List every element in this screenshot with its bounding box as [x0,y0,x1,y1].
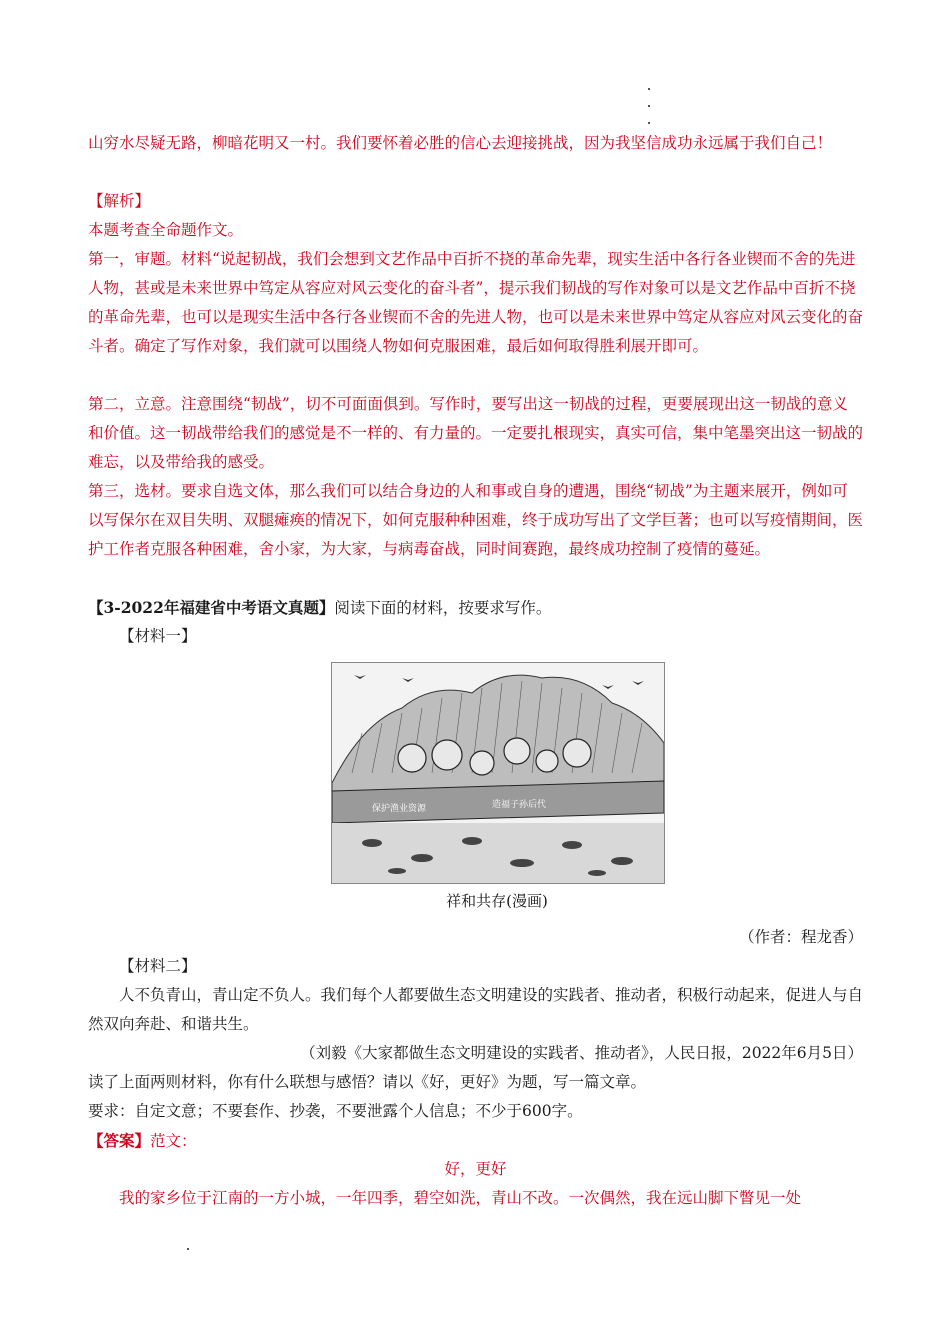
scan-dot [648,88,650,90]
cartoon-image [331,662,665,884]
cartoon-caption: 祥和共存(漫画) [446,892,548,910]
answer-label: 【答案】 [88,1131,151,1150]
sign-left-text: 保护渔业资源 [372,803,427,813]
question-heading [88,593,863,623]
analysis-point-3: 第三，选材。要求自选文体，那么我们可以结合身边的人和事或自身的遭遇，围绕“韧战”为主题来展开，例如可以写保尔在双目失明、双腿瘫痪的情况下，如何克服种种困难，终于成功写出了文学巨著；也可以写疫情期间，医护工作者克服各种困难，舍小家，为大家，与病毒奋战，同时间赛跑，最终成功控制了疫情的蔓延。 [88,482,864,558]
analysis-label: 【解析】 [88,192,151,210]
essay-ending: 山穷水尽疑无路，柳暗花明又一村。我们要怀着必胜的信心去迎接挑战，因为我坚信成功永远属于我们自己！ [88,134,833,152]
essay-title: 好，更好 [444,1160,507,1178]
answer-heading [88,1126,863,1156]
analysis-intro: 本题考查全命题作文。 [88,221,244,239]
material-2-source: （刘毅《大家都做生态文明建设的实践者、推动者》，人民日报，2022年6月5日） [300,1044,863,1062]
cartoon-author: （作者：程龙香） [738,928,863,946]
sign-right-text: 造福子孙后代 [492,799,547,809]
scan-dot [187,1248,189,1250]
analysis-point-2: 第二，立意。注意围绕“韧战”，切不可面面俱到。写作时，要写出这一韧战的过程，更要展现出这一韧战的意义和价值。这一韧战带给我们的感觉是不一样的、有力量的。一定要扎根现实，真实可信，集中笔墨突出这一韧战的难忘，以及带给我的感受。 [88,395,864,471]
writing-prompt: 读了上面两则材料，你有什么联想与感悟？请以《好，更好》为题，写一篇文章。 [88,1073,647,1091]
analysis-point-1: 第一，审题。材料“说起韧战，我们会想到文艺作品中百折不挠的革命先辈，现实生活中各行各业锲而不舍的先进人物，甚或是未来世界中笃定从容应对风云变化的奋斗者”，提示我们韧战的写作对象可以是文艺作品中百折不挠的革命先辈，也可以是现实生活中各行各业锲而不舍的先进人物，也可以是未来世界中笃定从容应对风云变化的奋斗者。确定了写作对象，我们就可以围绕人物如何克服困难，最后如何取得胜利展开即可。 [88,250,864,355]
material-2-text: 人不负青山，青山定不负人。我们每个人都要做生态文明建设的实践者、推动者，积极行动起来，促进人与自然双向奔赴、和谐共生。 [88,986,864,1033]
essay-paragraph-1: 我的家乡位于江南的一方小城，一年四季，碧空如洗，青山不改。一次偶然，我在远山脚下瞥见一处 [119,1189,802,1207]
scan-dot [648,105,650,107]
material-2-label: 【材料二】 [119,957,197,975]
answer-prefix: 范文： [150,1132,197,1150]
writing-requirement: 要求：自定文意；不要套作、抄袭，不要泄露个人信息；不少于600字。 [88,1102,583,1120]
cartoon-illustration [332,663,664,883]
scan-dot [648,122,650,124]
material-1-label: 【材料一】 [119,627,197,645]
question-text: 阅读下面的材料，按要求写作。 [334,599,552,617]
question-label: 【3-2022年福建省中考语文真题】 [88,598,335,617]
